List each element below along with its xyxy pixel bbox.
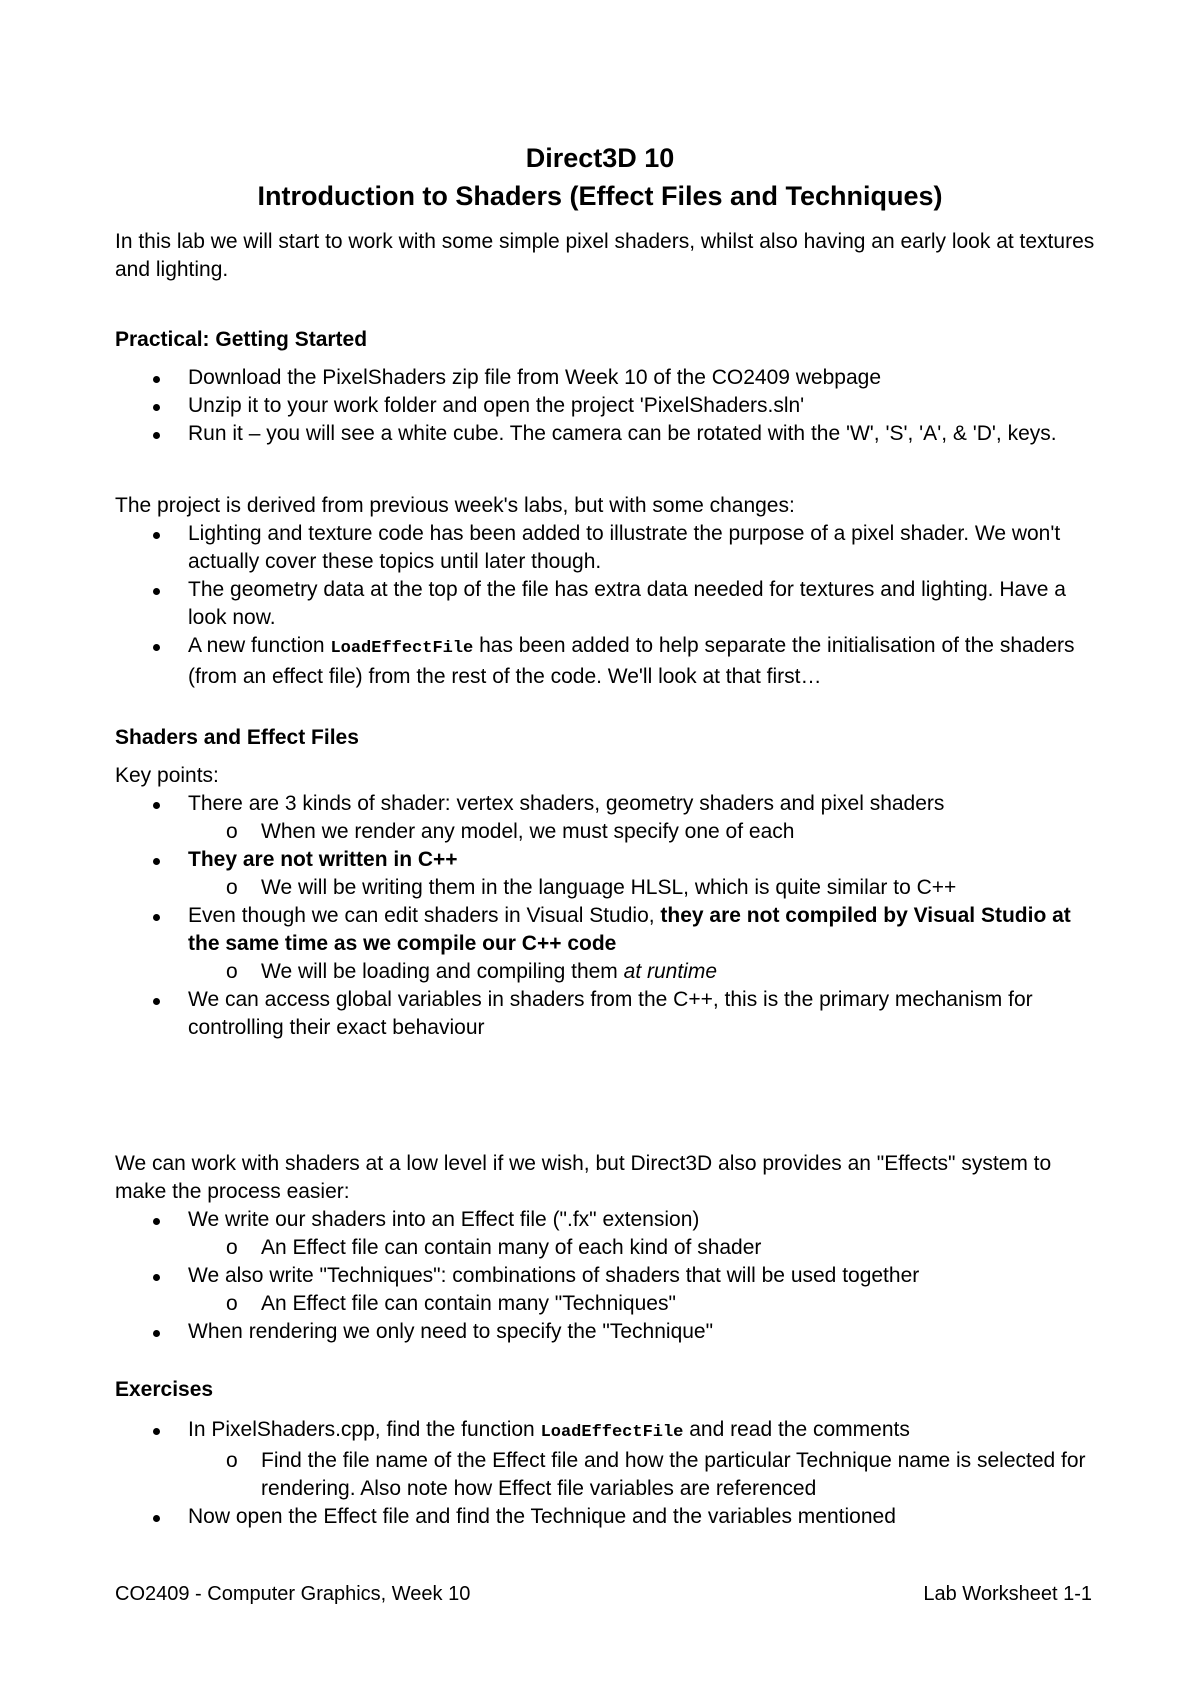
list-item: Run it – you will see a white cube. The camera can be rotated with the 'W', 'S', 'A', & 'D', keys. xyxy=(115,420,1100,448)
bullet-icon xyxy=(153,802,160,809)
bullet-icon xyxy=(153,532,160,539)
sub-list-item: o An Effect file can contain many of each kind of shader xyxy=(188,1234,1100,1262)
intro-paragraph xyxy=(115,228,1100,284)
exercises-heading: Exercises xyxy=(115,1378,214,1401)
list-item: Unzip it to your work folder and open the project 'PixelShaders.sln' xyxy=(115,392,1100,420)
project-intro: The project is derived from previous week's labs, but with some changes: xyxy=(115,494,795,517)
bullet-icon xyxy=(153,404,160,411)
list-item: The geometry data at the top of the file has extra data needed for textures and lighting. Have a look now. xyxy=(115,576,1100,632)
shaders-heading: Shaders and Effect Files xyxy=(115,726,359,749)
effects-section xyxy=(115,1150,1100,1346)
list-item: Even though we can edit shaders in Visual Studio, they are not compiled by Visual Studio at the same time as we compile our C++ code o We will be loading and compiling them at runtime xyxy=(115,902,1100,986)
list-item: We write our shaders into an Effect file (".fx" extension) o An Effect file can contain many of each kind of shader xyxy=(115,1206,1100,1262)
sub-bullet-icon: o xyxy=(226,960,238,983)
keypoints-label: Key points: xyxy=(115,764,219,787)
list-item: Download the PixelShaders zip file from Week 10 of the CO2409 webpage xyxy=(115,364,1100,392)
sub-bullet-icon: o xyxy=(226,820,238,843)
doc-title-line1: Direct3D 10 xyxy=(525,143,675,173)
bullet-icon xyxy=(153,588,160,595)
bullet-icon xyxy=(153,1218,160,1225)
function-name: LoadEffectFile xyxy=(330,639,474,658)
bullet-icon xyxy=(153,1428,160,1435)
sub-list-item: o We will be loading and compiling them at runtime xyxy=(188,958,1100,986)
sub-bullet-icon: o xyxy=(226,876,238,899)
sub-bullet-icon: o xyxy=(226,1292,238,1315)
list-item: We also write "Techniques": combinations of shaders that will be used together o An Effect file can contain many "Techniques" xyxy=(115,1262,1100,1318)
sub-bullet-icon: o xyxy=(226,1449,238,1472)
sub-list-item: o Find the file name of the Effect file and how the particular Technique name is selected for rendering. Also note how Effect file variables are referenced xyxy=(226,1449,1086,1500)
list-item: There are 3 kinds of shader: vertex shaders, geometry shaders and pixel shaders o When we render any model, we must specify one of each xyxy=(115,790,1100,846)
list-item: Lighting and texture code has been added to illustrate the purpose of a pixel shader. We won't actually cover these topics until later though. xyxy=(115,520,1100,576)
sub-list-item: o An Effect file can contain many "Techniques" xyxy=(188,1290,1100,1318)
bullet-icon xyxy=(153,432,160,439)
function-name: LoadEffectFile xyxy=(540,1423,684,1442)
list-item: When rendering we only need to specify the "Technique" xyxy=(115,1318,1100,1346)
shaders-section xyxy=(115,762,1100,1042)
bullet-icon xyxy=(153,1515,160,1522)
list-item: Now open the Effect file and find the Technique and the variables mentioned xyxy=(115,1503,1100,1531)
intro-text: In this lab we will start to work with some simple pixel shaders, whilst also having an early look at textures and lighting. xyxy=(115,230,1095,281)
bullet-icon xyxy=(153,1274,160,1281)
bullet-icon xyxy=(153,914,160,921)
footer-course: CO2409 - Computer Graphics, Week 10 xyxy=(115,1583,471,1605)
bullet-icon xyxy=(153,1330,160,1337)
footer-page-label: Lab Worksheet 1-1 xyxy=(923,1583,1092,1605)
bullet-icon xyxy=(153,376,160,383)
sub-list-item: o When we render any model, we must specify one of each xyxy=(188,818,1100,846)
project-section xyxy=(115,492,1100,691)
list-item: They are not written in C++ o We will be writing them in the language HLSL, which is quite similar to C++ xyxy=(115,846,1100,902)
doc-title-line2: Introduction to Shaders (Effect Files and Techniques) xyxy=(257,181,943,211)
list-item: A new function LoadEffectFile has been added to help separate the initialisation of the shaders (from an effect file) from the rest of the code. We'll look at that first… xyxy=(115,632,1100,691)
list-item: In PixelShaders.cpp, find the function LoadEffectFile and read the comments o Find the file name of the Effect file and how the particular Technique name is selected for rendering. Also note how Effect file variables are referenced xyxy=(115,1416,1100,1503)
bullet-icon xyxy=(153,998,160,1005)
list-item: We can access global variables in shaders from the C++, this is the primary mechanism for controlling their exact behaviour xyxy=(115,986,1100,1042)
sub-list-item: o We will be writing them in the language HLSL, which is quite similar to C++ xyxy=(188,874,1100,902)
sub-bullet-icon: o xyxy=(226,1236,238,1259)
bullet-icon xyxy=(153,858,160,865)
bullet-icon xyxy=(153,644,160,651)
practical-heading: Practical: Getting Started xyxy=(115,328,368,351)
practical-list xyxy=(115,364,1100,448)
effects-intro: We can work with shaders at a low level if we wish, but Direct3D also provides an "Effects" system to make the process easier: xyxy=(115,1152,1052,1203)
exercises-list xyxy=(115,1416,1100,1531)
